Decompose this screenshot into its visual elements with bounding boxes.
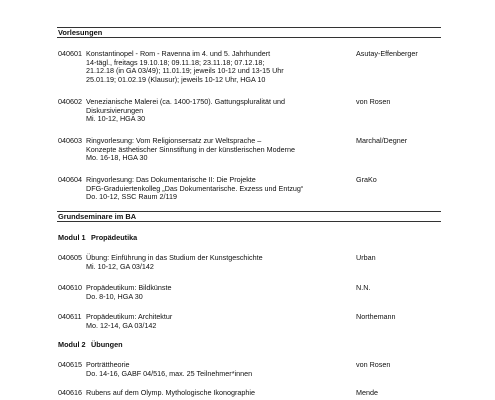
course-description xyxy=(86,50,356,84)
course-code: 040603 xyxy=(58,136,82,145)
course-lecturer: Marchal/Degner xyxy=(356,136,408,145)
module-number: Modul 2 xyxy=(58,340,86,349)
course-title: Ringvorlesung: Das Dokumentarische II: Die Projekte xyxy=(86,175,256,184)
course-title: Porträttheorie xyxy=(86,360,130,369)
course-title: Konstantinopel - Rom - Ravenna im 4. und 5. Jahrhundert xyxy=(86,49,271,58)
section-header-grundseminare: Grundseminare im BA xyxy=(57,211,441,222)
course-lecturer: GraKo xyxy=(356,175,377,184)
course-title: Übung: Einführung in das Studium der Kunstgeschichte xyxy=(86,253,263,262)
course-title: DFG-Graduiertenkolleg „Das Dokumentarische. Exzess und Entzug“ xyxy=(86,183,304,193)
course-code: 040616 xyxy=(58,388,82,397)
course-description xyxy=(86,137,356,163)
course-description xyxy=(86,176,356,202)
course-title: Venezianische Malerei (ca. 1400-1750). Gattungspluralität und xyxy=(86,97,285,106)
section-header-vorlesungen: Vorlesungen xyxy=(57,27,441,38)
course-code: 040615 xyxy=(58,360,82,369)
course-lecturer: Asutay-Effenberger xyxy=(356,49,418,58)
course-description xyxy=(86,98,356,124)
course-schedule: Do. 8-10, HGA 30 xyxy=(86,291,143,301)
course-description xyxy=(86,254,356,271)
module-heading-1 xyxy=(58,234,137,243)
course-title: Propädeutikum: Architektur xyxy=(86,312,173,321)
course-lecturer: Urban xyxy=(356,253,376,262)
course-schedule: 25.01.19; 01.02.19 (Klausur); jeweils 10-12 Uhr, HGA 10 xyxy=(86,74,266,84)
course-schedule: Mo. 12-14, GA 03/142 xyxy=(86,320,157,330)
course-schedule: 14-tägl., freitags 19.10.18; 09.11.18; 23.11.18; 07.12.18; xyxy=(86,57,265,67)
course-schedule: Do. 14-16, GABF 04/516, max. 25 Teilnehmer*innen xyxy=(86,368,253,378)
course-description xyxy=(86,361,356,378)
course-code: 040610 xyxy=(58,283,82,292)
course-description xyxy=(86,389,356,398)
course-title: Rubens auf dem Olymp. Mythologische Ikonographie xyxy=(86,388,255,397)
module-title: Propädeutika xyxy=(91,233,138,242)
course-lecturer: Northemann xyxy=(356,312,396,321)
module-title: Übungen xyxy=(91,340,123,349)
course-code: 040604 xyxy=(58,175,82,184)
course-schedule: Mi. 10-12, GA 03/142 xyxy=(86,261,154,271)
course-code: 040611 xyxy=(58,312,82,321)
course-title: Diskursivierungen xyxy=(86,105,144,115)
course-lecturer: Mende xyxy=(356,388,378,397)
course-code: 040602 xyxy=(58,97,82,106)
course-lecturer: N.N. xyxy=(356,283,371,292)
course-description xyxy=(86,284,356,301)
course-lecturer: von Rosen xyxy=(356,360,391,369)
course-title: Ringvorlesung: Vom Religionsersatz zur Weltsprache – xyxy=(86,136,262,145)
module-number: Modul 1 xyxy=(58,233,86,242)
course-schedule: Do. 10-12, SSC Raum 2/119 xyxy=(86,192,177,202)
module-heading-2 xyxy=(58,341,123,350)
course-title: Propädeutikum: Bildkünste xyxy=(86,283,172,292)
course-description xyxy=(86,313,356,330)
course-title: Konzepte ästhetischer Sinnstiftung in der künstlerischen Moderne xyxy=(86,144,295,154)
course-schedule: Mi. 10-12, HGA 30 xyxy=(86,114,146,124)
course-lecturer: von Rosen xyxy=(356,97,391,106)
course-code: 040605 xyxy=(58,253,82,262)
course-schedule: 21.12.18 (in GA 03/49); 11.01.19; jeweils 10-12 und 13-15 Uhr xyxy=(86,66,284,76)
course-schedule: Mo. 16-18, HGA 30 xyxy=(86,153,148,163)
course-code: 040601 xyxy=(58,49,82,58)
